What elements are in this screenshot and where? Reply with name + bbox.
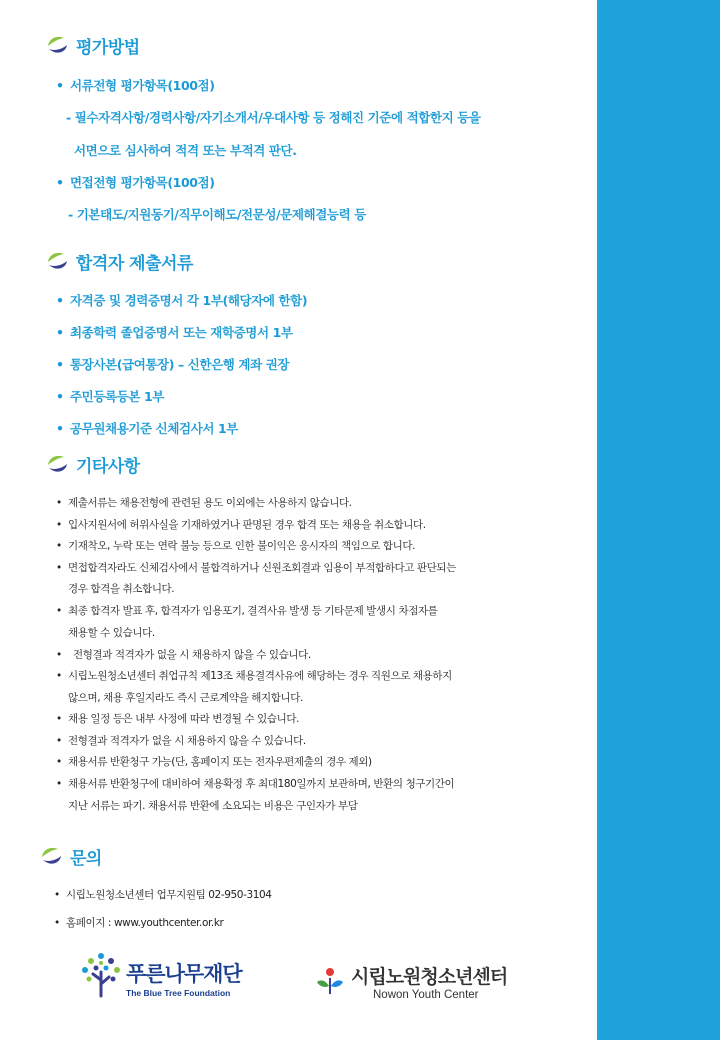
bullet: •: [56, 756, 62, 768]
tree-icon: [78, 950, 124, 1000]
bullet: •: [56, 735, 62, 747]
etc-item: • 전형결과 적격자가 없을 시 채용하지 않을 수 있습니다.: [56, 649, 311, 661]
section-title-documents: 합격자 제출서류: [76, 253, 193, 274]
bullet: •: [56, 78, 64, 93]
bullet: •: [56, 540, 62, 552]
etc-item-continuation: 채용할 수 있습니다.: [68, 627, 155, 639]
etc-item-continuation: 지난 서류는 파기. 채용서류 반환에 소요되는 비용은 구인자가 부담: [68, 800, 358, 812]
section-documents-header: [46, 247, 193, 275]
evaluation-item-interview-detail: - 기본태도/지원동기/직무이해도/전문성/문제해결능력 등: [68, 207, 366, 222]
nowon-youth-center-logo: [315, 962, 525, 1006]
bullet: •: [56, 519, 62, 531]
bullet: •: [56, 605, 62, 617]
nowon-logo-korean: 시립노원청소년센터: [351, 967, 508, 988]
document-item: • 공무원채용기준 신체검사서 1부: [56, 421, 238, 436]
etc-item: • 채용서류 반환청구에 대비하여 채용확정 후 최대180일까지 보관하며, 반환의 청구기간이: [56, 778, 455, 790]
bullet: •: [56, 421, 64, 436]
section-contact-header: [40, 842, 102, 870]
bullet: •: [56, 325, 64, 340]
etc-item: • 채용서류 반환청구 가능(단, 홈페이지 또는 전자우편제출의 경우 제외): [56, 756, 372, 768]
document-item: • 자격증 및 경력증명서 각 1부(해당자에 한함): [56, 293, 308, 308]
etc-item: • 입사지원서에 허위사실을 기재하였거나 판명된 경우 합격 또는 채용을 취소합니다.: [56, 519, 426, 531]
bullet: •: [56, 562, 62, 574]
bluetree-logo-korean: 푸른나무재단: [126, 963, 242, 986]
bullet: •: [56, 713, 62, 725]
leaf-icon: [46, 452, 70, 476]
contact-homepage: • 홈페이지 : www.youthcenter.or.kr: [54, 917, 224, 929]
etc-item: • 제출서류는 채용전형에 관련된 용도 이외에는 사용하지 않습니다.: [56, 497, 352, 509]
section-etc-header: [46, 450, 140, 478]
document-item: • 통장사본(급여통장) – 신한은행 계좌 권장: [56, 357, 290, 372]
etc-item: • 기재착오, 누락 또는 연락 불능 등으로 인한 불이익은 응시자의 책임으로 합니다.: [56, 540, 416, 552]
etc-item: • 전형결과 적격자가 없을 시 채용하지 않을 수 있습니다.: [56, 735, 306, 747]
bluetree-foundation-logo: [78, 950, 258, 1004]
section-title-etc: 기타사항: [76, 456, 140, 477]
etc-item: • 시립노원청소년센터 취업규칙 제13조 채용결격사유에 해당하는 경우 직원으로 채용하지: [56, 670, 452, 682]
section-evaluation-header: [46, 31, 140, 59]
side-color-bar: [597, 0, 720, 1040]
nowon-logo-english: Nowon Youth Center: [373, 989, 479, 1001]
leaf-icon: [46, 33, 70, 57]
leaf-icon: [40, 844, 64, 868]
leaf-icon: [46, 249, 70, 273]
section-title-contact: 문의: [70, 848, 102, 869]
bullet: •: [56, 670, 62, 682]
bullet: •: [54, 917, 60, 929]
document-item: • 최종학력 졸업증명서 또는 재학증명서 1부: [56, 325, 293, 340]
etc-item: • 면접합격자라도 신체검사에서 불합격하거나 신원조회결과 임용이 부적합하다고 판단되는: [56, 562, 456, 574]
evaluation-item-interview: • 면접전형 평가항목(100점): [56, 175, 215, 190]
bullet: •: [56, 497, 62, 509]
etc-item: • 채용 일정 등은 내부 사정에 따라 변경될 수 있습니다.: [56, 713, 300, 725]
bluetree-logo-english: The Blue Tree Foundation: [126, 988, 231, 998]
evaluation-item-document-detail-1: - 필수자격사항/경력사항/자기소개서/우대사항 등 정해진 기준에 적합한지 등을: [66, 110, 481, 125]
bullet: •: [56, 357, 64, 372]
bullet: •: [56, 293, 64, 308]
contact-phone: • 시립노원청소년센터 업무지원팀 02-950-3104: [54, 889, 272, 901]
bullet: •: [56, 778, 62, 790]
bullet: •: [56, 649, 62, 661]
etc-item: • 최종 합격자 발표 후, 합격자가 임용포기, 결격사유 발생 등 기타문제 발생시 차점자를: [56, 605, 438, 617]
etc-item-continuation: 경우 합격을 취소합니다.: [68, 583, 175, 595]
bullet: •: [54, 889, 60, 901]
section-title-evaluation: 평가방법: [76, 37, 140, 58]
evaluation-item-document: • 서류전형 평가항목(100점): [56, 78, 215, 93]
document-item: • 주민등록등본 1부: [56, 389, 164, 404]
nowon-emblem-icon: [315, 966, 345, 996]
bullet: •: [56, 175, 64, 190]
bullet: •: [56, 389, 64, 404]
evaluation-item-document-detail-2: 서면으로 심사하여 적격 또는 부적격 판단.: [74, 143, 297, 158]
etc-item-continuation: 않으며, 채용 후일지라도 즉시 근로계약을 해지합니다.: [68, 692, 303, 704]
